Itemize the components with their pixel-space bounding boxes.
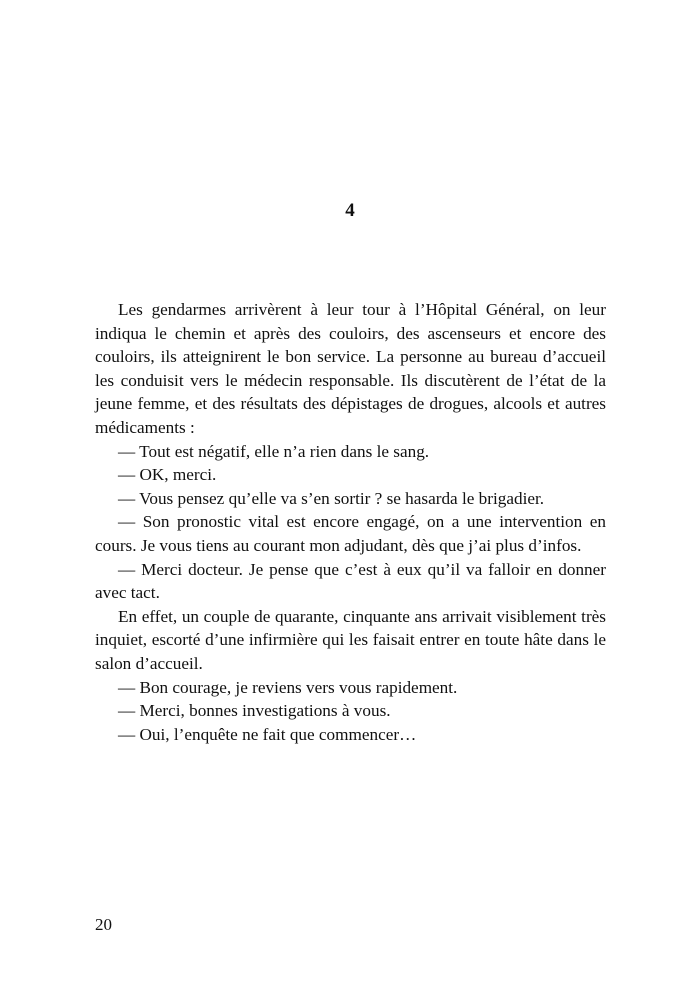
chapter-body	[95, 298, 606, 746]
dialogue-line-8: — Oui, l’enquête ne fait que commencer…	[118, 724, 417, 744]
dialogue-line-3: — Vous pensez qu’elle va s’en sortir ? se hasarda le brigadier.	[118, 488, 545, 508]
dialogue-line-5: — Merci docteur. Je pense que c’est à eux qu’il va falloir en donner avec tact.	[95, 559, 606, 603]
page-number: 20	[95, 915, 112, 934]
paragraph-narration-2: En effet, un couple de quarante, cinquante ans arrivait visiblement très inquiet, escorté d’une infirmière qui les faisait entrer en toute hâte dans le salon d’accueil.	[95, 606, 606, 673]
chapter-number: 4	[345, 200, 355, 221]
dialogue-line-6: — Bon courage, je reviens vers vous rapidement.	[118, 677, 458, 697]
dialogue-line-4: — Son pronostic vital est encore engagé, on a une intervention en cours. Je vous tiens au courant mon adjudant, dès que j’ai plus d’infos.	[95, 512, 606, 555]
dialogue-line-1: — Tout est négatif, elle n’a rien dans le sang.	[118, 441, 430, 461]
dialogue-line-2: — OK, merci.	[118, 465, 217, 485]
dialogue-line-7: — Merci, bonnes investigations à vous.	[118, 701, 391, 721]
paragraph-narration-1: Les gendarmes arrivèrent à leur tour à l’Hôpital Général, on leur indiqua le chemin et après des couloirs, des ascenseurs et encore des couloirs, ils atteignirent le bon service. La personne au bureau d’accueil les conduisit vers le médecin responsable. Ils discutèrent de l’état de la jeune femme, et des résultats des dépistages de drogues, alcools et autres médicaments :	[95, 300, 606, 437]
